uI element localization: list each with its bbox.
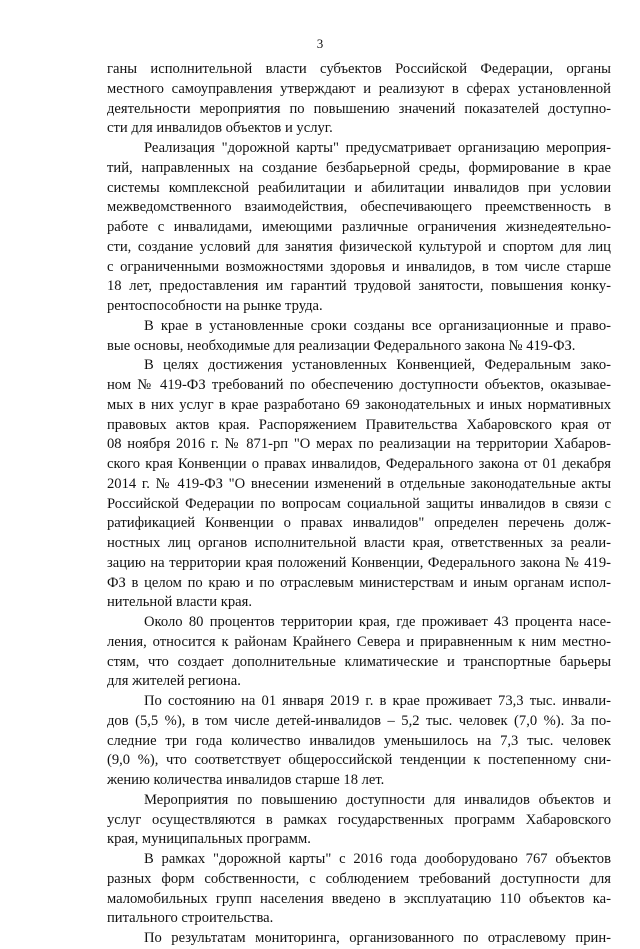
text-line: дов (5,5 %), в том числе детей-инвалидов – 5,2 тыс. человек (7,0 %). За по-: [107, 712, 611, 729]
text-line: для жителей региона.: [107, 673, 241, 690]
text-line: следние три года количество инвалидов уменьшилось на 7,3 тыс. человек: [107, 732, 611, 749]
text-line: услуг осуществляются в рамках государственных программ Хабаровского: [107, 811, 611, 828]
text-line: В крае в установленные сроки созданы все организационные и право-: [144, 317, 611, 334]
text-line: ганы исполнительной власти субъектов Российской Федерации, органы: [107, 61, 611, 77]
text-line: стям, что создает дополнительные климатические и транспортные барьеры: [107, 653, 611, 670]
text-line: По результатам мониторинга, организованного по отраслевому прин-: [144, 930, 611, 946]
text-line: деятельности мероприятия по повышению значений показателей доступно-: [107, 100, 611, 117]
text-line: вые основы, необходимые для реализации Федерального закона № 419-ФЗ.: [107, 337, 576, 354]
text-line: (9,0 %), что соответствует общероссийской тенденции к постепенному сни-: [107, 752, 611, 769]
paragraph: [107, 850, 611, 929]
text-line: маломобильных групп населения введено в эксплуатацию 110 объектов ка-: [107, 890, 611, 907]
text-line: зацию на территории края положений Конвенции, Федерального закона № 419-: [107, 554, 611, 571]
text-line: сти для инвалидов объектов и услуг.: [107, 120, 333, 137]
paragraph: [107, 613, 611, 692]
paragraph: [107, 791, 611, 850]
text-line: нительной власти края.: [107, 594, 252, 611]
text-line: питального строительства.: [107, 910, 274, 927]
paragraph: [107, 929, 611, 949]
text-line: Около 80 процентов территории края, где проживает 43 процента насе-: [144, 614, 611, 630]
text-line: ном № 419-ФЗ требований по обеспечению доступности объектов, оказывае-: [107, 377, 611, 393]
text-line: межведомственного взаимодействия, обеспечивающего преемственность в: [107, 199, 611, 216]
text-line: правовых актов края. Распоряжением Правительства Хабаровского края от: [107, 416, 611, 433]
paragraph: [107, 356, 611, 613]
text-line: ностных лиц органов исполнительной власти края, ответственных за реали-: [107, 535, 611, 551]
text-line: ского края Конвенции о правах инвалидов, Федерального закона от 01 декабря: [107, 456, 611, 472]
text-line: сти, создание условий для занятия физической культурой и спортом для лиц: [107, 238, 611, 255]
text-line: тий, направленных на создание безбарьерной среды, формирование в крае: [107, 159, 611, 176]
text-line: ФЗ в целом по краю и по отраслевым министерствам и иным органам испол-: [107, 574, 611, 591]
text-line: Мероприятия по повышению доступности для инвалидов объектов и: [144, 791, 611, 808]
text-line: ления, относится к районам Крайнего Севера и приравненным к ним местно-: [107, 633, 611, 650]
document-body: [107, 60, 611, 949]
text-line: Реализация "дорожной карты" предусматривает организацию мероприя-: [144, 140, 611, 156]
paragraph: [107, 692, 611, 791]
text-line: По состоянию на 01 января 2019 г. в крае проживает 73,3 тыс. инвали-: [144, 693, 611, 709]
paragraph: [107, 139, 611, 317]
text-line: системы комплексной реабилитации и абилитации инвалидов при условии: [107, 179, 611, 196]
paragraph: [107, 60, 611, 139]
text-line: работе с инвалидами, имеющими различные ограничения жизнедеятельно-: [107, 219, 611, 235]
text-line: В рамках "дорожной карты" с 2016 года дооборудовано 767 объектов: [144, 851, 611, 867]
paragraph: [107, 317, 611, 357]
text-line: рентоспособности на рынке труда.: [107, 298, 323, 314]
text-line: ратификацией Конвенции о правах инвалидов" определен перечень долж-: [107, 515, 611, 532]
text-line: жению количества инвалидов старше 18 лет.: [107, 772, 385, 788]
page-number: 3: [316, 36, 324, 51]
text-line: 08 ноября 2016 г. № 871-рп "О мерах по реализации на территории Хабаров-: [107, 436, 611, 453]
text-line: 2014 г. № 419-ФЗ "О внесении изменений в отдельные законодательные акты: [107, 475, 611, 492]
text-line: 18 лет, предоставления им гарантий трудовой занятости, повышения конку-: [107, 278, 611, 295]
text-line: В целях достижения установленных Конвенцией, Федеральным зако-: [144, 357, 611, 374]
text-line: местного самоуправления утверждают и реализуют в сферах установленной: [107, 80, 611, 97]
text-line: мых в них услуг в крае разработано 69 законодательных и иных нормативных: [107, 396, 611, 413]
text-line: с ограниченными возможностями здоровья и инвалидов, в том числе старше: [107, 258, 611, 275]
text-line: Российской Федерации по вопросам социальной защиты инвалидов в связи с: [107, 495, 611, 512]
text-line: края, муниципальных программ.: [107, 831, 311, 848]
text-line: разных форм собственности, с соблюдением требований доступности для: [107, 870, 611, 887]
